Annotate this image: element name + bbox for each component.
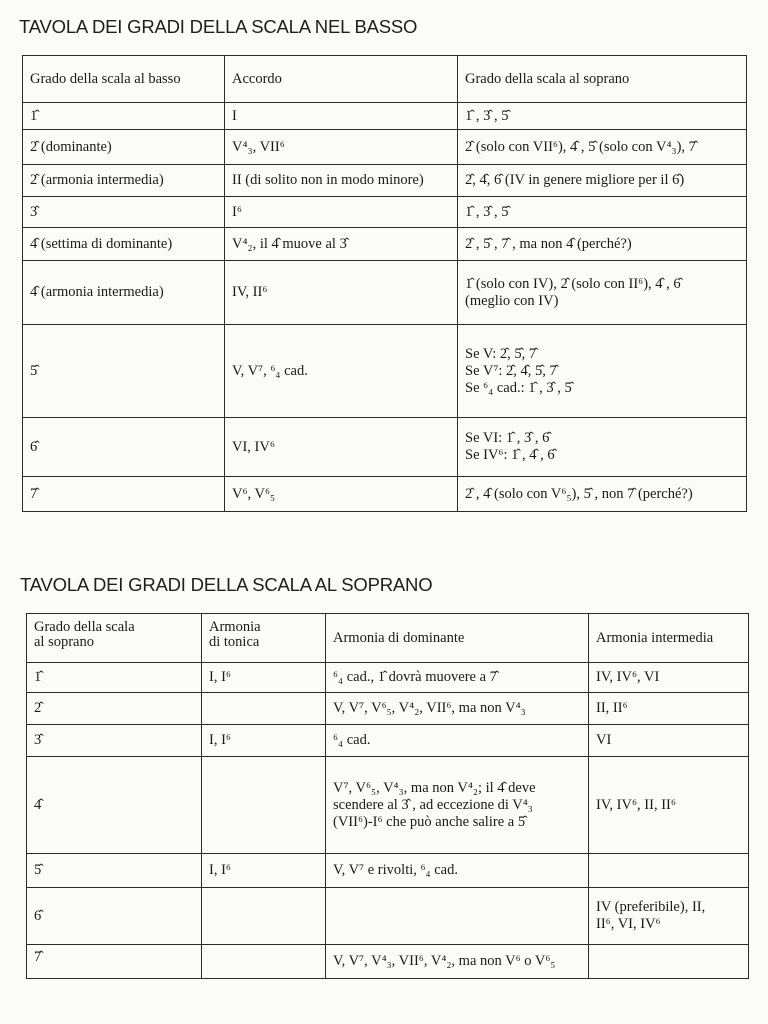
table-cell: 3̂ — [27, 725, 202, 757]
table-header-row — [27, 614, 749, 663]
table-cell — [589, 945, 749, 979]
table-cell: 3̂ — [23, 197, 225, 228]
table-row — [23, 477, 747, 512]
column-header: Accordo — [225, 56, 458, 103]
table-row — [27, 854, 749, 888]
table-cell: 2̂ , 5̂ , 7̂ , ma non 4̂ (perché?) — [458, 228, 747, 261]
table-row — [23, 130, 747, 165]
table-cell — [589, 854, 749, 888]
table-cell: IV (preferibile), II, II⁶, VI, IV⁶ — [589, 888, 749, 945]
column-header: Armonia di tonica — [202, 614, 326, 663]
soprano-degree-table — [26, 613, 749, 979]
table-cell: 4̂ (settima di dominante) — [23, 228, 225, 261]
table-cell: IV, II⁶ — [225, 261, 458, 325]
table-row — [23, 228, 747, 261]
table-row — [23, 418, 747, 477]
table-cell: 6̂ — [27, 888, 202, 945]
table-cell: II, II⁶ — [589, 693, 749, 725]
table-cell: 2̂ — [27, 693, 202, 725]
table-cell: VI — [589, 725, 749, 757]
table-row — [23, 165, 747, 197]
table-cell: 5̂ — [23, 325, 225, 418]
table-row — [27, 663, 749, 693]
table-cell: 2̂ (armonia intermedia) — [23, 165, 225, 197]
table-cell: I, I⁶ — [202, 854, 326, 888]
bass-table-title: TAVOLA DEI GRADI DELLA SCALA NEL BASSO — [19, 16, 418, 37]
table-cell: II (di solito non in modo minore) — [225, 165, 458, 197]
table-cell: 1̂ — [23, 103, 225, 130]
column-header: Armonia di dominante — [326, 614, 589, 663]
table-cell: ⁶₄ cad. — [326, 725, 589, 757]
table-cell: Se V: 2̂, 5̂, 7̂ Se V⁷: 2̂, 4̂, 5̂, 7̂ Se ⁶₄ cad.: 1̂ , 3̂ , 5̂ — [458, 325, 747, 418]
table-row — [23, 103, 747, 130]
table-cell: ⁶₄ cad., 1̂ dovrà muovere a 7̂ — [326, 663, 589, 693]
column-header: Grado della scala al basso — [23, 56, 225, 103]
table-row — [27, 945, 749, 979]
table-header-row — [23, 56, 747, 103]
table-cell: V, V⁷ e rivolti, ⁶₄ cad. — [326, 854, 589, 888]
table-cell — [202, 693, 326, 725]
table-cell: VI, IV⁶ — [225, 418, 458, 477]
table-cell: V, V⁷, V⁶₅, V⁴₂, VII⁶, ma non V⁴₃ — [326, 693, 589, 725]
table-cell: V⁴₃, VII⁶ — [225, 130, 458, 165]
table-row — [23, 197, 747, 228]
table-cell: V⁷, V⁶₅, V⁴₃, ma non V⁴₂; il 4̂ deve scendere al 3̂ , ad eccezione di V⁴₃ (VII⁶)-I⁶ che può anche salire a 5̂ — [326, 757, 589, 854]
table-cell: I, I⁶ — [202, 663, 326, 693]
table-cell — [202, 945, 326, 979]
table-cell: 1̂ — [27, 663, 202, 693]
table-row — [27, 725, 749, 757]
bass-degree-table — [22, 55, 747, 512]
table-cell: 5̂ — [27, 854, 202, 888]
table-cell: IV, IV⁶, II, II⁶ — [589, 757, 749, 854]
column-header: Grado della scala al soprano — [27, 614, 202, 663]
table-cell — [202, 888, 326, 945]
table-cell: 2̂ (solo con VII⁶), 4̂ , 5̂ (solo con V⁴₃), 7̂ — [458, 130, 747, 165]
table-cell — [326, 888, 589, 945]
table-row — [23, 325, 747, 418]
table-cell: 6̂ — [23, 418, 225, 477]
table-cell: I — [225, 103, 458, 130]
table-cell: 2̂, 4̂, 6̂ (IV in genere migliore per il 6̂) — [458, 165, 747, 197]
table-cell: Se VI: 1̂ , 3̂ , 6̂ Se IV⁶: 1̂ , 4̂ , 6̂ — [458, 418, 747, 477]
column-header: Armonia intermedia — [589, 614, 749, 663]
table-cell: V, V⁷, ⁶₄ cad. — [225, 325, 458, 418]
table-row — [27, 888, 749, 945]
table-cell: 4̂ — [27, 757, 202, 854]
table-cell — [202, 757, 326, 854]
table-cell: I, I⁶ — [202, 725, 326, 757]
table-row — [23, 261, 747, 325]
table-row — [27, 693, 749, 725]
table-cell: 2̂ (dominante) — [23, 130, 225, 165]
table-row — [27, 757, 749, 854]
table-cell: V⁶, V⁶₅ — [225, 477, 458, 512]
table-cell: 1̂ , 3̂ , 5̂ — [458, 103, 747, 130]
table-cell: 7̂ — [23, 477, 225, 512]
table-cell: V, V⁷, V⁴₃, VII⁶, V⁴₂, ma non V⁶ o V⁶₅ — [326, 945, 589, 979]
column-header: Grado della scala al soprano — [458, 56, 747, 103]
table-cell: 7̂ — [27, 945, 202, 979]
table-cell: 1̂ (solo con IV), 2̂ (solo con II⁶), 4̂ , 6̂ (meglio con IV) — [458, 261, 747, 325]
table-cell: IV, IV⁶, VI — [589, 663, 749, 693]
table-cell: I⁶ — [225, 197, 458, 228]
table-cell: 4̂ (armonia intermedia) — [23, 261, 225, 325]
table-cell: 1̂ , 3̂ , 5̂ — [458, 197, 747, 228]
table-cell: V⁴₂, il 4̂ muove al 3̂ — [225, 228, 458, 261]
soprano-table-title: TAVOLA DEI GRADI DELLA SCALA AL SOPRANO — [20, 574, 433, 595]
table-cell: 2̂ , 4̂ (solo con V⁶₅), 5̂ , non 7̂ (perché?) — [458, 477, 747, 512]
